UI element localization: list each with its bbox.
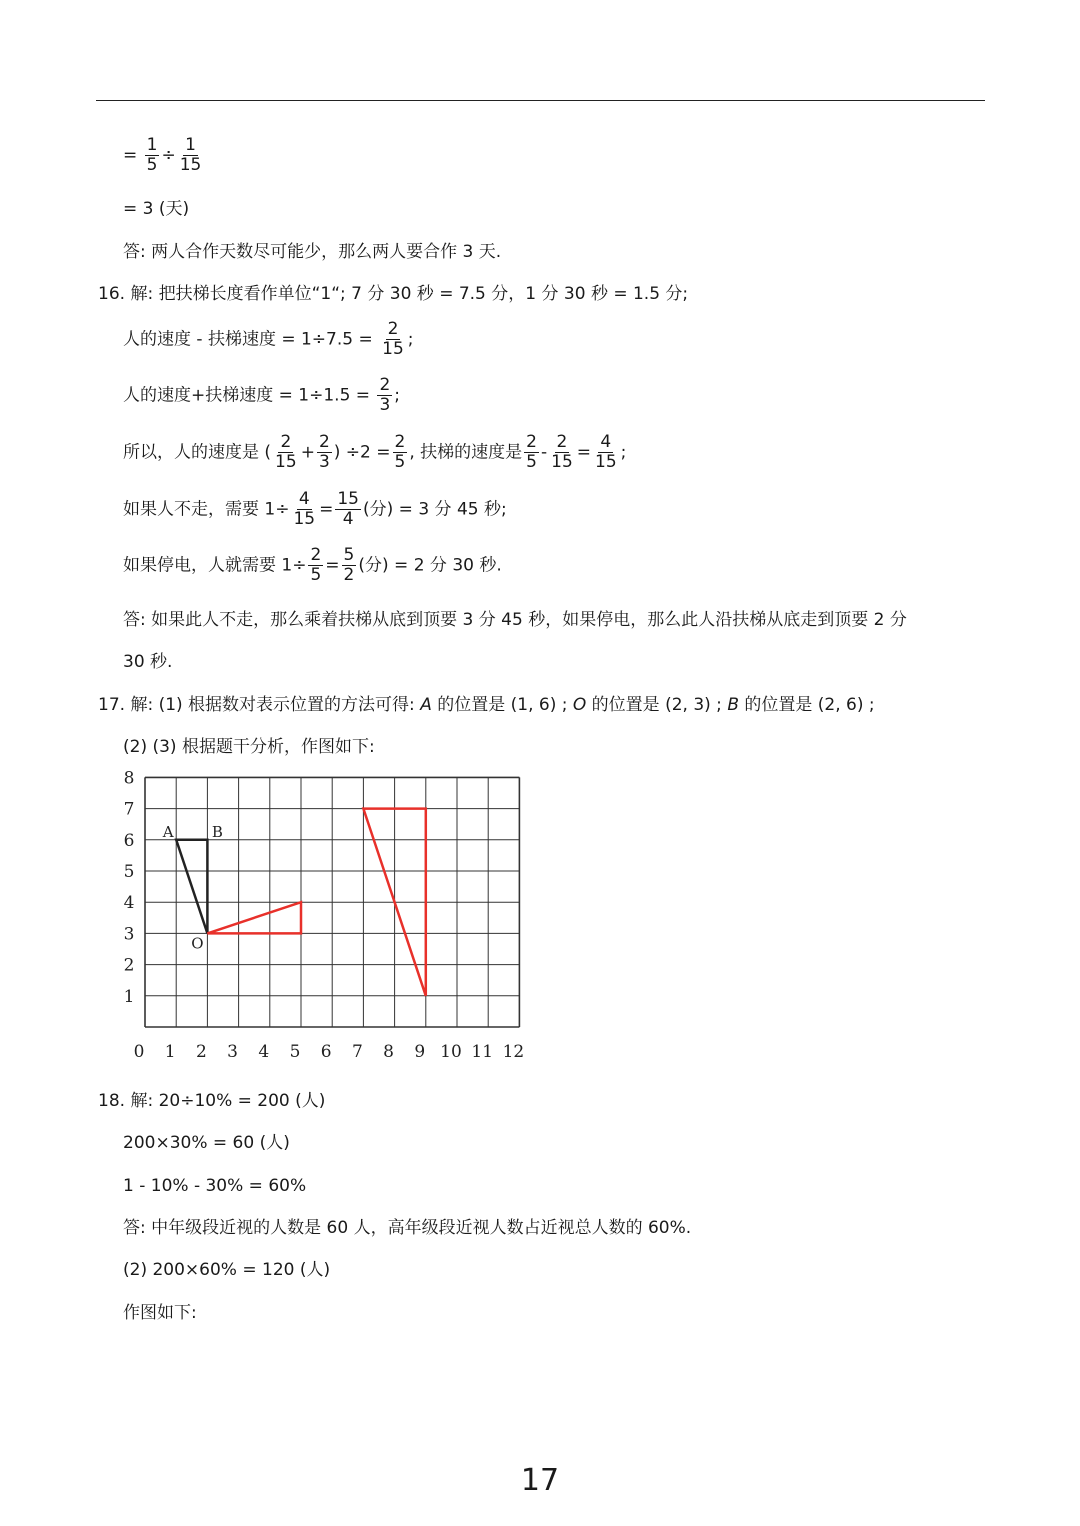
q16-answer-1: 答: 如果此人不走，那么乘着扶梯从底到顶要 3 分 45 秒，如果停电，那么此人沿扶梯从底走到顶要 2 分 — [123, 610, 907, 630]
q16-line-5: 如果停电，人就需要 1÷ $\frac{2}{5}$ = $\frac{5}{2}$ (分) = 2 分 30 秒. — [123, 545, 502, 585]
point-label: B — [211, 822, 223, 841]
divide-sign: ÷ — [161, 145, 176, 166]
x-tick-label: 10 — [440, 1042, 462, 1062]
x-tick-label: 4 — [258, 1042, 270, 1062]
x-tick-label: 9 — [414, 1042, 426, 1062]
fraction: $\frac{4}{15}$ — [595, 432, 617, 472]
x-tick-label: 7 — [351, 1042, 363, 1062]
triangle-shape — [207, 902, 301, 933]
y-tick-label: 2 — [123, 955, 135, 976]
y-tick-label: 3 — [123, 924, 135, 945]
fraction-expression — [123, 136, 205, 175]
q18-line-6: 作图如下: — [123, 1303, 197, 1323]
answer-15: 答: 两人合作天数尽可能少，那么两人要合作 3 天. — [123, 242, 502, 262]
q16-line-2: 人的速度+扶梯速度 = 1÷1.5 = $\frac{2}{3}$ ; — [123, 375, 401, 415]
q16-heading: 16. 解: 把扶梯长度看作单位“1“; 7 分 30 秒 = 7.5 分，1 分 30 秒 = 1.5 分; — [98, 284, 689, 304]
q16-line-4: 如果人不走，需要 1÷ $\frac{4}{15}$ = $\frac{15}{4}$ (分) = 3 分 45 秒; — [123, 489, 507, 529]
y-tick-label: 8 — [123, 768, 135, 789]
fraction: $\frac{2}{15}$ — [275, 432, 297, 472]
coordinate-grid-figure — [110, 765, 540, 1065]
fraction: $\frac{2}{5}$ — [394, 432, 406, 472]
q16-line-1: 人的速度 - 扶梯速度 = 1÷7.5 = $\frac{2}{15}$ ; — [123, 319, 414, 359]
x-tick-label: 1 — [164, 1042, 176, 1062]
x-tick-label: 6 — [320, 1042, 332, 1062]
q17-heading: 17. 解: (1) 根据数对表示位置的方法可得: A 的位置是 (1, 6) ; O 的位置是 (2, 3) ; B 的位置是 (2, 6) ; — [98, 695, 875, 715]
fraction: $\frac{15}{4}$ — [337, 489, 359, 529]
header-rule — [96, 100, 985, 101]
y-tick-label: 4 — [123, 893, 135, 914]
q18-heading: 18. 解: 20÷10% = 200 (人) — [98, 1091, 326, 1111]
y-tick-label: 1 — [123, 986, 135, 1007]
y-tick-label: 6 — [123, 830, 135, 851]
x-tick-label: 11 — [471, 1042, 494, 1062]
q17-line-2: (2) (3) 根据题干分析，作图如下: — [123, 737, 375, 757]
x-tick-label: 5 — [289, 1042, 301, 1062]
page-number: 17 — [520, 1463, 560, 1498]
y-tick-label: 7 — [123, 799, 135, 820]
x-tick-label: 8 — [383, 1042, 395, 1062]
y-tick-label: 5 — [123, 862, 135, 882]
point-label: O — [191, 934, 204, 953]
point-label: A — [162, 822, 174, 841]
result-line: = 3 (天) — [123, 199, 190, 219]
x-tick-label: 3 — [227, 1042, 239, 1062]
fraction: $\frac{4}{15}$ — [293, 489, 316, 529]
fraction: $\frac{1}{5}$ — [146, 135, 158, 175]
triangle-shape — [176, 840, 207, 934]
x-tick-label: 2 — [195, 1042, 207, 1062]
q16-answer-2: 30 秒. — [123, 652, 173, 672]
q18-line-2: 200×30% = 60 (人) — [123, 1133, 290, 1153]
x-tick-label: 0 — [133, 1042, 145, 1062]
q18-line-3: 1 - 10% - 30% = 60% — [123, 1176, 307, 1196]
fraction: $\frac{1}{15}$ — [179, 135, 202, 175]
fraction: $\frac{5}{2}$ — [343, 545, 355, 585]
fraction: $\frac{2}{3}$ — [379, 375, 391, 415]
fraction: $\frac{2}{5}$ — [310, 545, 322, 585]
fraction: $\frac{2}{5}$ — [526, 432, 537, 472]
q18-answer: 答: 中年级段近视的人数是 60 人，高年级段近视人数占近视总人数的 60%. — [123, 1218, 692, 1238]
fraction: $\frac{2}{3}$ — [318, 432, 330, 472]
equals-sign: = — [123, 145, 138, 166]
fraction: $\frac{2}{15}$ — [382, 319, 404, 359]
q18-line-5: (2) 200×60% = 120 (人) — [123, 1260, 331, 1280]
fraction: $\frac{2}{15}$ — [551, 432, 573, 472]
q16-line-3: 所以，人的速度是 ( $\frac{2}{15}$ + $\frac{2}{3}$ ) ÷2 = $\frac{2}{5}$ , 扶梯的速度是 $\frac{2}{5}$ - $\frac{2}{15}$ = $\frac{4}{15}$ ; — [123, 432, 627, 472]
x-tick-label: 12 — [502, 1042, 525, 1062]
